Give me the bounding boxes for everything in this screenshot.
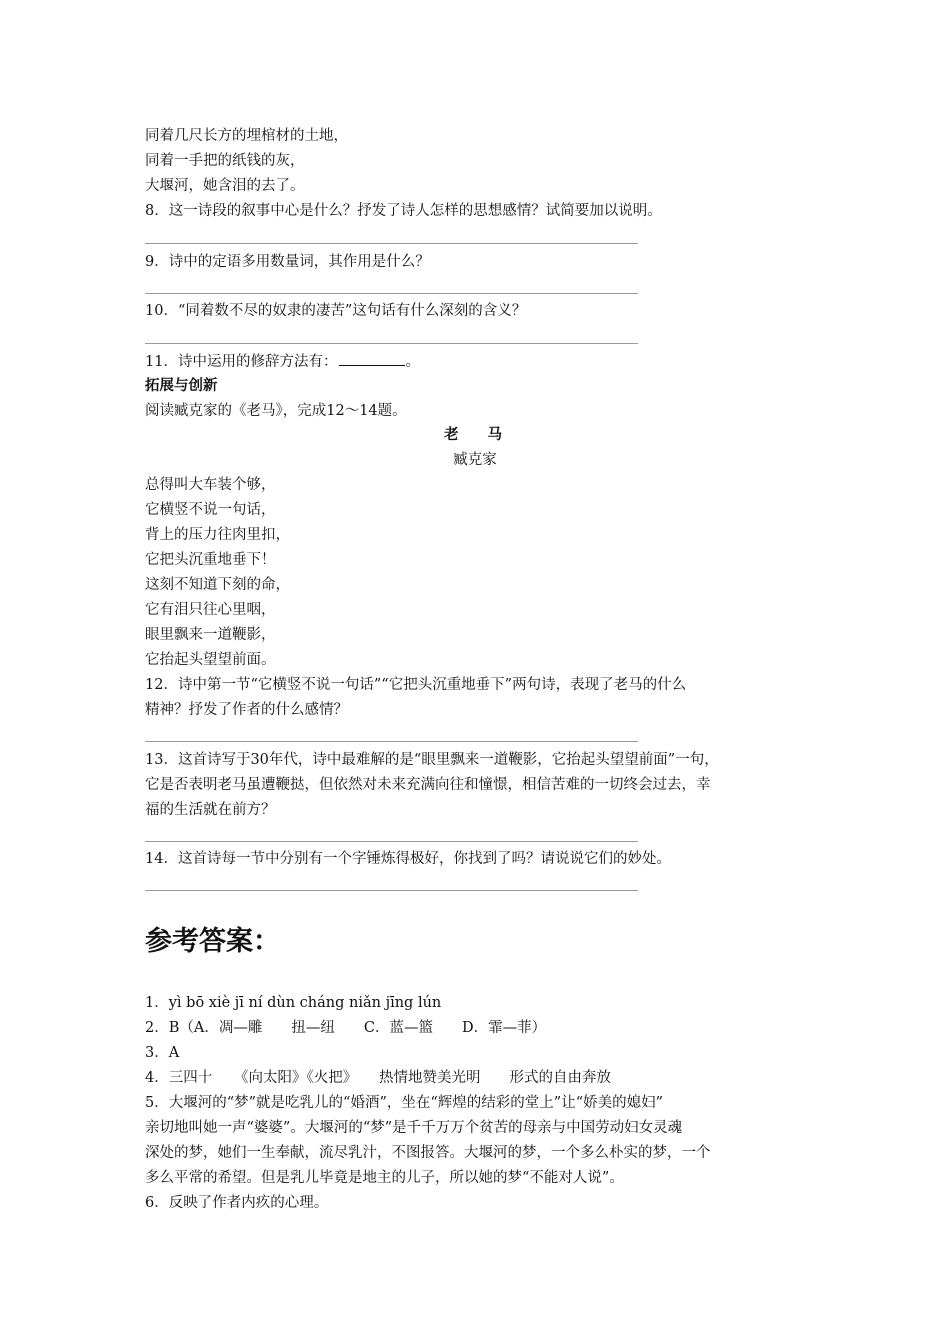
question-13-line-3: 福的生活就在前方？ — [145, 802, 276, 818]
question-14: 14．这首诗每一节中分别有一个字锤炼得极好，你找到了吗？请说说它们的妙处。 — [145, 851, 671, 867]
poem2-line-4: 它把头沉重地垂下！ — [145, 552, 276, 568]
question-12-line-1: 12．诗中第一节“它横竖不说一句话”“它把头沉重地垂下”两句诗，表现了老马的什么 — [145, 677, 687, 693]
poem2-line-7: 眼里飘来一道鞭影， — [145, 627, 276, 643]
poem1-line-3: 大堰河，她含泪的去了。 — [145, 178, 305, 194]
poem2-line-3: 背上的压力往肉里扣， — [145, 527, 290, 543]
poem-author: 臧克家 — [453, 452, 497, 468]
poem1-line-2: 同着一手把的纸钱的灰， — [145, 153, 305, 169]
question-13-line-1: 13．这首诗写于30年代，诗中最难解的是“眼里飘来一道鞭影，它抬起头望望前面”一句， — [145, 752, 719, 768]
poem2-line-8: 它抬起头望望前面。 — [145, 652, 276, 668]
answer-5-line-4: 多么平常的希望。但是乳儿毕竟是地主的儿子，所以她的梦“不能对人说”。 — [145, 1170, 624, 1186]
answer-2: 2．B（A．凋—雕 扭—纽 C．蓝—篮 D．霏—菲） — [145, 1020, 547, 1036]
poem2-line-6: 它有泪只往心里咽， — [145, 602, 276, 618]
answer-5-line-3: 深处的梦，她们一生奉献，流尽乳汁，不图报答。大堰河的梦，一个多么朴实的梦，一个 — [145, 1145, 711, 1161]
section-title: 拓展与创新 — [145, 378, 218, 394]
question-11-text: 11．诗中运用的修辞方法有： — [145, 354, 338, 370]
answer-line-10[interactable] — [145, 343, 638, 344]
poem2-line-5: 这刻不知道下刻的命， — [145, 577, 290, 593]
answer-3: 3．A — [145, 1045, 180, 1061]
answer-4: 4．三四十 《向太阳》《火把》 热情地赞美光明 形式的自由奔放 — [145, 1070, 611, 1086]
section-intro: 阅读臧克家的《老马》，完成12～14题。 — [145, 403, 407, 419]
answer-line-12[interactable] — [145, 741, 638, 742]
answer-5-line-1: 5．大堰河的“梦”就是吃乳儿的“婚酒”，坐在“辉煌的结彩的堂上”让“娇美的媳妇” — [145, 1095, 664, 1111]
question-11-end: 。 — [405, 354, 420, 370]
answer-line-8[interactable] — [145, 243, 638, 244]
poem1-line-1: 同着几尺长方的埋棺材的土地， — [145, 128, 348, 144]
answer-line-14[interactable] — [145, 890, 638, 891]
poem2-line-1: 总得叫大车装个够， — [145, 477, 276, 493]
answers-heading: 参考答案： — [145, 926, 280, 957]
answer-line-13[interactable] — [145, 841, 638, 842]
answer-1: 1．yì bō xiè jī ní dùn cháng niǎn jīng lún — [145, 995, 442, 1011]
fill-in-blank-11[interactable] — [339, 351, 405, 366]
question-8: 8．这一诗段的叙事中心是什么？抒发了诗人怎样的思想感情？试简要加以说明。 — [145, 203, 662, 219]
poem2-line-2: 它横竖不说一句话， — [145, 502, 276, 518]
answer-6: 6．反映了作者内疚的心理。 — [145, 1195, 329, 1211]
question-9: 9．诗中的定语多用数量词，其作用是什么？ — [145, 254, 430, 270]
question-11 — [145, 351, 420, 372]
poem-title: 老 马 — [444, 426, 502, 443]
question-13-line-2: 它是否表明老马虽遭鞭挞，但依然对未来充满向往和憧憬，相信苦难的一切终会过去，幸 — [145, 777, 711, 793]
question-12-line-2: 精神？抒发了作者的什么感情？ — [145, 702, 348, 718]
question-10: 10．“同着数不尽的奴隶的凄苦”这句话有什么深刻的含义？ — [145, 303, 527, 319]
answer-5-line-2: 亲切地叫她一声“婆婆”。大堰河的“梦”是千千万万个贫苦的母亲与中国劳动妇女灵魂 — [145, 1120, 683, 1136]
answer-line-9[interactable] — [145, 293, 638, 294]
